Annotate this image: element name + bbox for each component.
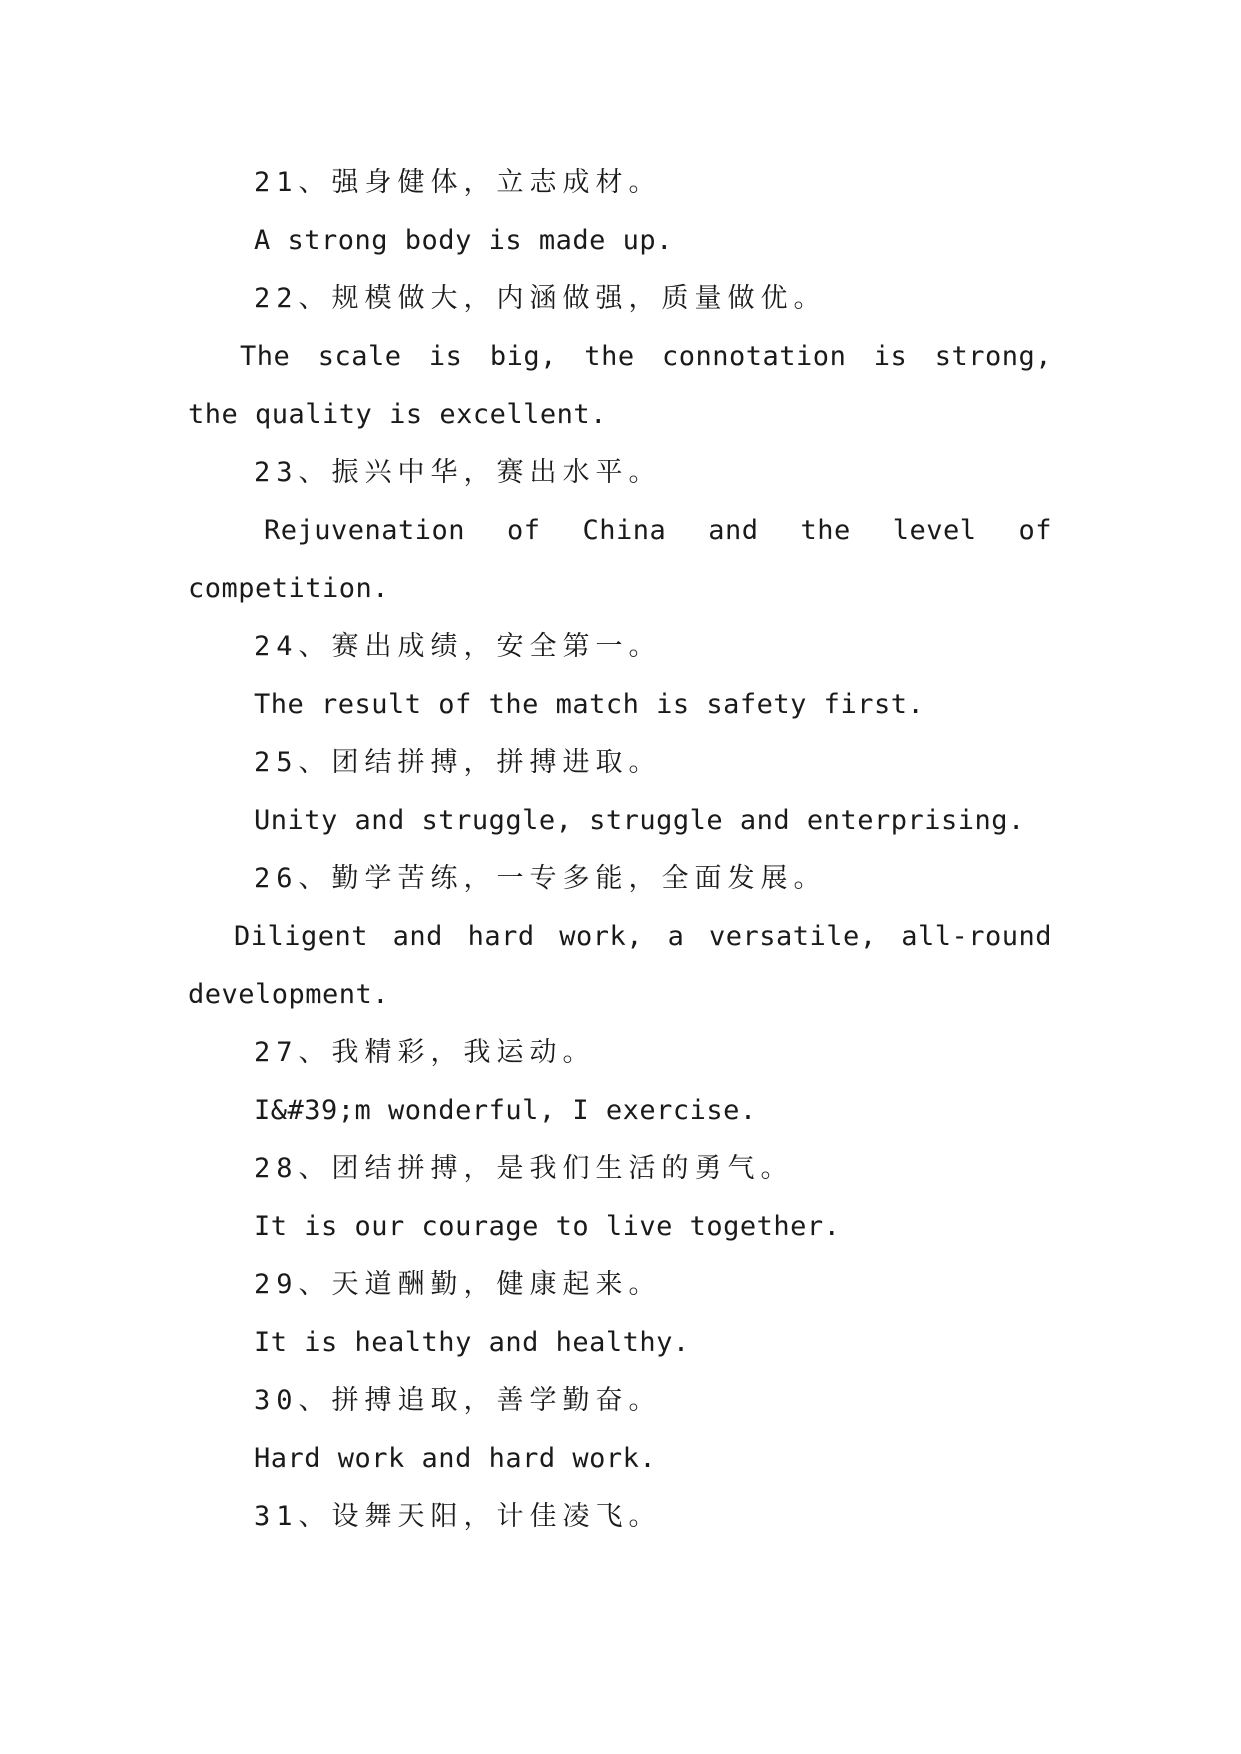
item-23-english-paragraph bbox=[188, 502, 1052, 618]
item-23-english-line-1: Rejuvenation of China and the level of bbox=[264, 515, 1052, 546]
item-31-chinese: 31、设舞天阳，计佳凌飞。 bbox=[254, 1501, 662, 1532]
item-22-english-line-1: The scale is big, the connotation is strong, bbox=[240, 341, 1052, 372]
item-24-chinese: 24、赛出成绩，安全第一。 bbox=[254, 631, 662, 662]
item-22-chinese: 22、规模做大，内涵做强，质量做优。 bbox=[254, 283, 827, 314]
item-27-english: I&#39;m wonderful, I exercise. bbox=[254, 1095, 757, 1126]
item-28-english: It is our courage to live together. bbox=[254, 1211, 841, 1242]
item-30-chinese: 30、拼搏追取，善学勤奋。 bbox=[254, 1385, 662, 1416]
item-25-english: Unity and struggle, struggle and enterprising. bbox=[254, 805, 1025, 836]
item-26-chinese: 26、勤学苦练，一专多能，全面发展。 bbox=[254, 863, 827, 894]
item-28-chinese: 28、团结拼搏，是我们生活的勇气。 bbox=[254, 1153, 794, 1184]
document-page bbox=[188, 154, 1052, 1546]
item-27-chinese: 27、我精彩，我运动。 bbox=[254, 1037, 596, 1068]
item-26-english-line-1: Diligent and hard work, a versatile, all-round bbox=[234, 921, 1052, 952]
item-21-chinese: 21、强身健体，立志成材。 bbox=[254, 167, 662, 198]
item-24-english: The result of the match is safety first. bbox=[254, 689, 925, 720]
item-23-english-line-2: competition. bbox=[188, 573, 390, 604]
item-30-english: Hard work and hard work. bbox=[254, 1443, 657, 1474]
item-26-english-paragraph bbox=[188, 908, 1052, 1024]
item-25-chinese: 25、团结拼搏，拼搏进取。 bbox=[254, 747, 662, 778]
item-29-chinese: 29、天道酬勤，健康起来。 bbox=[254, 1269, 662, 1300]
item-22-english-paragraph bbox=[188, 328, 1052, 444]
item-29-english: It is healthy and healthy. bbox=[254, 1327, 690, 1358]
item-21-english: A strong body is made up. bbox=[254, 225, 673, 256]
item-23-chinese: 23、振兴中华，赛出水平。 bbox=[254, 457, 662, 488]
item-22-english-line-2: the quality is excellent. bbox=[188, 399, 607, 430]
item-26-english-line-2: development. bbox=[188, 979, 390, 1010]
